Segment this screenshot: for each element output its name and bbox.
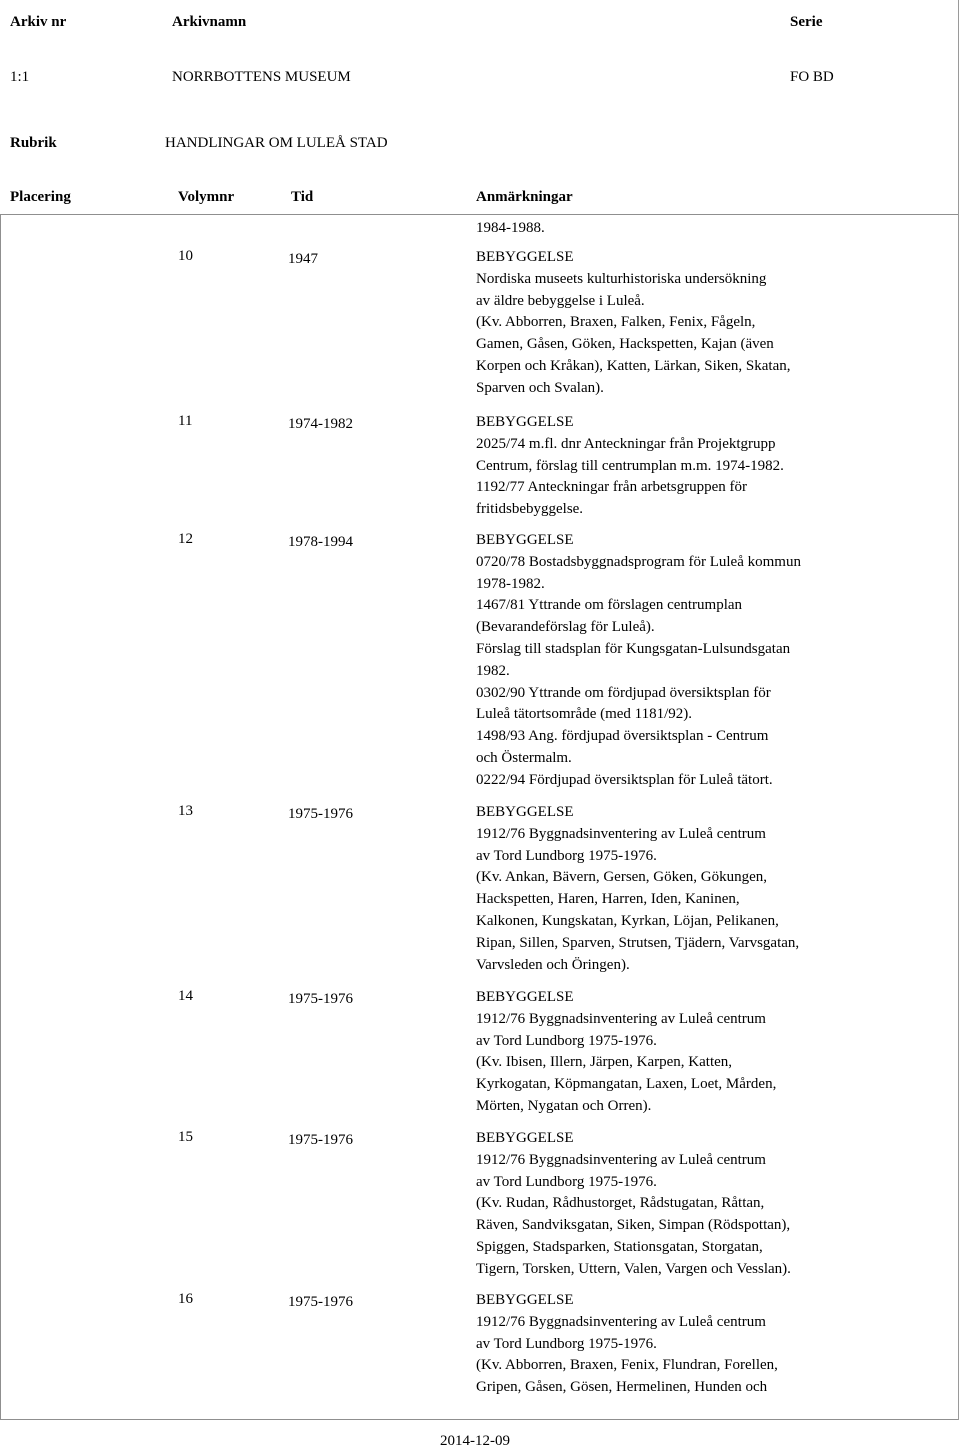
category-heading: BEBYGGELSE — [476, 532, 574, 548]
anmarkning-text — [476, 987, 916, 1118]
remark-line: Kalkonen, Kungskatan, Kyrkan, Löjan, Pelikanen, — [476, 912, 779, 929]
left-border — [0, 214, 1, 1420]
remark-line: av äldre bebyggelse i Luleå. — [476, 292, 645, 309]
arkiv-nr-label: Arkiv nr — [10, 14, 67, 30]
remark-line: (Bevarandeförslag för Luleå). — [476, 619, 655, 636]
remark-line: Kyrkogatan, Köpmangatan, Laxen, Loet, Mården, — [476, 1076, 777, 1093]
remark-line: 0720/78 Bostadsbyggnadsprogram för Luleå kommun — [476, 553, 801, 570]
remark-line: av Tord Lundborg 1975-1976. — [476, 1335, 657, 1352]
category-heading: BEBYGGELSE — [476, 989, 574, 1005]
anmarkning-text — [476, 530, 916, 792]
serie-value: FO BD — [790, 69, 834, 85]
remark-line: (Kv. Abborren, Braxen, Fenix, Flundran, Forellen, — [476, 1357, 778, 1374]
tid-value: 1974-1982 — [288, 416, 353, 432]
tid-label: Tid — [291, 189, 314, 205]
header-divider — [0, 214, 958, 215]
remark-line: 0302/90 Yttrande om fördjupad översiktsplan för — [476, 684, 771, 701]
remark-line: 2025/74 m.fl. dnr Anteckningar från Projektgrupp — [476, 435, 776, 452]
anmarkning-text — [476, 412, 916, 521]
rubrik-value: HANDLINGAR OM LULEÅ STAD — [165, 135, 388, 151]
volymnr-value: 16 — [178, 1291, 193, 1307]
volymnr-value: 10 — [178, 248, 193, 264]
remark-line: Gripen, Gåsen, Gösen, Hermelinen, Hunden och — [476, 1379, 768, 1396]
remark-line: 1912/76 Byggnadsinventering av Luleå centrum — [476, 825, 766, 842]
remark-line: Tigern, Torsken, Uttern, Valen, Vargen och Vesslan). — [476, 1260, 791, 1277]
rubrik-label: Rubrik — [10, 135, 57, 151]
volymnr-value: 13 — [178, 803, 193, 819]
category-heading: BEBYGGELSE — [476, 804, 574, 820]
anmarkning-text — [476, 1290, 916, 1399]
remark-line: fritidsbebyggelse. — [476, 501, 584, 518]
remark-line: 1467/81 Yttrande om förslagen centrumplan — [476, 597, 743, 614]
remark-line: 0222/94 Fördjupad översiktsplan för Luleå tätort. — [476, 771, 773, 788]
continued-line: 1984-1988. — [476, 220, 545, 236]
volymnr-value: 14 — [178, 988, 193, 1004]
category-heading: BEBYGGELSE — [476, 414, 574, 430]
remark-line: Gamen, Gåsen, Göken, Hackspetten, Kajan (även — [476, 336, 774, 353]
serie-label: Serie — [790, 14, 823, 30]
arkivnamn-label: Arkivnamn — [172, 14, 247, 30]
tid-value: 1978-1994 — [288, 534, 353, 550]
remark-line: 1978-1982. — [476, 575, 545, 592]
category-heading: BEBYGGELSE — [476, 1130, 574, 1146]
remark-line: 1912/76 Byggnadsinventering av Luleå centrum — [476, 1010, 766, 1027]
volymnr-value: 12 — [178, 531, 193, 547]
remark-line: Hackspetten, Haren, Harren, Iden, Kaninen, — [476, 891, 740, 908]
category-heading: BEBYGGELSE — [476, 1292, 574, 1308]
remark-line: (Kv. Abborren, Braxen, Falken, Fenix, Fågeln, — [476, 314, 756, 331]
anmarkning-text — [476, 802, 916, 976]
remark-line: (Kv. Ankan, Bävern, Gersen, Göken, Gökungen, — [476, 869, 768, 886]
remark-line: Ripan, Sillen, Sparven, Strutsen, Tjädern, Varvsgatan, — [476, 934, 800, 951]
remark-line: Mörten, Nygatan och Orren). — [476, 1097, 652, 1114]
volymnr-value: 15 — [178, 1129, 193, 1145]
remark-line: Nordiska museets kulturhistoriska undersökning — [476, 270, 767, 287]
remark-line: 1912/76 Byggnadsinventering av Luleå centrum — [476, 1313, 766, 1330]
tid-value: 1947 — [288, 251, 318, 267]
remark-line: och Östermalm. — [476, 749, 572, 766]
remark-line: (Kv. Ibisen, Illern, Järpen, Karpen, Katten, — [476, 1054, 733, 1071]
remark-line: av Tord Lundborg 1975-1976. — [476, 847, 657, 864]
placering-label: Placering — [10, 189, 71, 205]
remark-line: Spiggen, Stadsparken, Stationsgatan, Storgatan, — [476, 1238, 763, 1255]
anmarkning-text — [476, 247, 916, 400]
remark-line: Förslag till stadsplan för Kungsgatan-Lulsundsgatan — [476, 640, 791, 657]
tid-value: 1975-1976 — [288, 991, 353, 1007]
remark-line: av Tord Lundborg 1975-1976. — [476, 1032, 657, 1049]
footer-date: 2014-12-09 — [440, 1433, 510, 1449]
remark-line: Sparven och Svalan). — [476, 379, 604, 396]
bottom-border — [0, 1419, 958, 1420]
volymnr-label: Volymnr — [178, 189, 235, 205]
arkiv-nr-value: 1:1 — [10, 69, 30, 85]
remark-line: (Kv. Rudan, Rådhustorget, Rådstugatan, Råttan, — [476, 1195, 765, 1212]
tid-value: 1975-1976 — [288, 1294, 353, 1310]
remark-line: Varvsleden och Öringen). — [476, 956, 630, 973]
anmarkningar-label: Anmärkningar — [476, 189, 573, 205]
tid-value: 1975-1976 — [288, 1132, 353, 1148]
category-heading: BEBYGGELSE — [476, 249, 574, 265]
volymnr-value: 11 — [178, 413, 193, 429]
remark-line: Luleå tätortsområde (med 1181/92). — [476, 706, 693, 723]
remark-line: Korpen och Kråkan), Katten, Lärkan, Siken, Skatan, — [476, 357, 791, 374]
anmarkning-text — [476, 1128, 916, 1281]
remark-line: 1498/93 Ang. fördjupad översiktsplan - Centrum — [476, 728, 769, 745]
remark-line: 1192/77 Anteckningar från arbetsgruppen för — [476, 479, 748, 496]
arkivnamn-value: NORRBOTTENS MUSEUM — [172, 69, 351, 85]
remark-line: 1982. — [476, 662, 510, 679]
remark-line: Centrum, förslag till centrumplan m.m. 1974-1982. — [476, 457, 784, 474]
remark-line: 1912/76 Byggnadsinventering av Luleå centrum — [476, 1151, 766, 1168]
remark-line: av Tord Lundborg 1975-1976. — [476, 1173, 657, 1190]
tid-value: 1975-1976 — [288, 806, 353, 822]
remark-line: Räven, Sandviksgatan, Siken, Simpan (Rödspottan), — [476, 1217, 791, 1234]
